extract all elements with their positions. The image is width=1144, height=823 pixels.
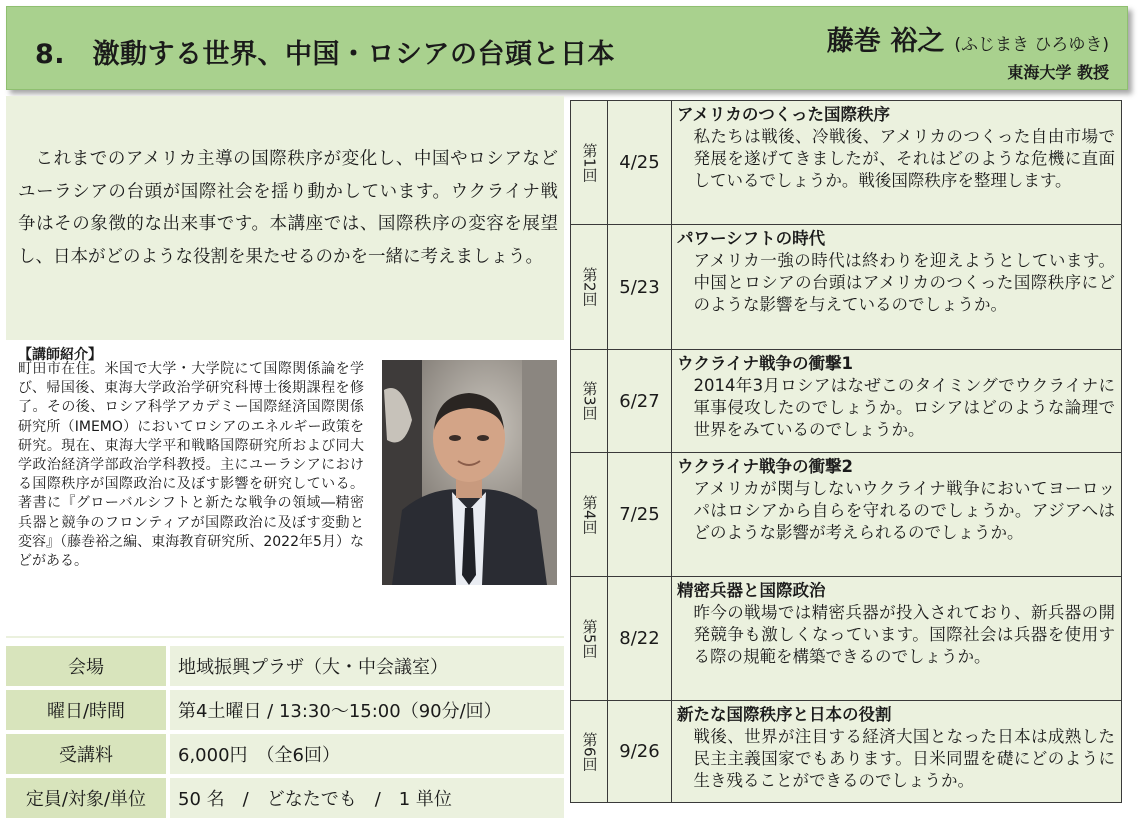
info-label: 定員/対象/単位 bbox=[6, 778, 166, 818]
info-row-fee bbox=[6, 734, 564, 774]
lesson-title: パワーシフトの時代 bbox=[677, 229, 826, 248]
profile-heading: 【講師紹介】 bbox=[18, 347, 102, 363]
info-row-venue bbox=[6, 646, 564, 686]
lesson-number: 第2回 bbox=[571, 225, 608, 349]
lecturer-reading: (ふじまき ひろゆき) bbox=[954, 35, 1109, 55]
lesson-row bbox=[571, 225, 1121, 350]
lesson-row bbox=[571, 701, 1121, 802]
lecturer-photo bbox=[382, 360, 557, 585]
lecturer-profile bbox=[6, 340, 564, 636]
lesson-description: アメリカが関与しないウクライナ戦争においてヨーロッパはロシアから自らを守れるのでしょうか。アジアへはどのような影響が考えられるのでしょうか。 bbox=[693, 479, 1115, 542]
profile-text: 町田市在住。米国で大学・大学院にて国際関係論を学び、帰国後、東海大学政治学研究科博士後期課程を修了。その後、ロシア科学アカデミー国際経済国際関係研究所（IMEMO）においてロシアのエネルギー政策を研究。現在、東海大学平和戦略国際研究所および同大学政治経済学部政治学科教授。主にユーラシアにおける国際秩序が国際政治に及ぼす影響を研究している。著書に『グローバルシフトと新たな戦争の領域―精密兵器と競争のフロンティアが国際政治に及ぼす変動と変容』（藤巻裕之編、東海教育研究所、2022年5月）などがある。 bbox=[18, 361, 364, 570]
info-label: 会場 bbox=[6, 646, 166, 686]
lesson-content bbox=[677, 228, 1115, 316]
lesson-date: 7/25 bbox=[608, 453, 672, 576]
lesson-title: ウクライナ戦争の衝撃2 bbox=[677, 457, 853, 476]
lesson-title: 精密兵器と国際政治 bbox=[677, 581, 826, 600]
lesson-date: 8/22 bbox=[608, 577, 672, 700]
lesson-number: 第4回 bbox=[571, 453, 608, 576]
course-info-table bbox=[6, 642, 564, 822]
info-value: 第4土曜日 / 13:30～15:00（90分/回） bbox=[166, 690, 564, 730]
info-row-capacity bbox=[6, 778, 564, 818]
lesson-row bbox=[571, 577, 1121, 701]
info-value: 6,000円 （全6回） bbox=[166, 734, 564, 774]
lesson-number: 第6回 bbox=[571, 701, 608, 802]
lesson-date: 4/25 bbox=[608, 101, 672, 224]
lesson-description: 戦後、世界が注目する経済大国となった日本は成熟した民主主義国家でもあります。日米同盟を礎にどのように生き残ることができるのでしょうか。 bbox=[693, 727, 1115, 790]
lecturer-affiliation: 東海大学 教授 bbox=[1007, 63, 1109, 82]
lesson-number: 第5回 bbox=[571, 577, 608, 700]
lesson-content bbox=[677, 353, 1115, 441]
lesson-number: 第1回 bbox=[571, 101, 608, 224]
lesson-date: 5/23 bbox=[608, 225, 672, 349]
lesson-row bbox=[571, 101, 1121, 225]
lesson-description: 昨今の戦場では精密兵器が投入されており、新兵器の開発競争も激しくなっています。国際社会は兵器を使用する際の規範を構築できるのでしょうか。 bbox=[693, 603, 1115, 666]
lesson-title: 新たな国際秩序と日本の役割 bbox=[677, 705, 892, 724]
lesson-date: 6/27 bbox=[608, 350, 672, 452]
lesson-row bbox=[571, 453, 1121, 577]
lesson-row bbox=[571, 350, 1121, 453]
lecturer-name: 藤巻 裕之 bbox=[826, 26, 945, 57]
lesson-content bbox=[677, 456, 1115, 544]
lesson-title: アメリカのつくった国際秩序 bbox=[677, 105, 891, 124]
info-value: 地域振興プラザ（大・中会議室） bbox=[166, 646, 564, 686]
lesson-description: 2014年3月ロシアはなぜこのタイミングでウクライナに軍事侵攻したのでしょうか。ロシアはどのような論理で世界をみているのでしょうか。 bbox=[693, 376, 1115, 439]
info-label: 受講料 bbox=[6, 734, 166, 774]
info-value: 50 名 / どなたでも / 1 単位 bbox=[166, 778, 564, 818]
course-header bbox=[6, 6, 1128, 90]
lesson-content bbox=[677, 704, 1115, 792]
lesson-date: 9/26 bbox=[608, 701, 672, 802]
course-title: 8. 激動する世界、中国・ロシアの台頭と日本 bbox=[35, 39, 616, 70]
lesson-number: 第3回 bbox=[571, 350, 608, 452]
info-row-schedule bbox=[6, 690, 564, 730]
lesson-description: 私たちは戦後、冷戦後、アメリカのつくった自由市場で発展を遂げてきましたが、それはどのような危機に直面しているでしょうか。戦後国際秩序を整理します。 bbox=[693, 127, 1115, 190]
lecturer-name-line bbox=[827, 19, 1109, 58]
lesson-content bbox=[677, 104, 1115, 192]
course-description: これまでのアメリカ主導の国際秩序が変化し、中国やロシアなどユーラシアの台頭が国際社会を揺り動かしています。ウクライナ戦争はその象徴的な出来事です。本講座では、国際秩序の変容を展望し、日本がどのような役割を果たせるのかを一緒に考えましょう。 bbox=[18, 149, 558, 267]
info-label: 曜日/時間 bbox=[6, 690, 166, 730]
lesson-title: ウクライナ戦争の衝撃1 bbox=[677, 354, 853, 373]
lesson-description: アメリカ一強の時代は終わりを迎えようとしています。中国とロシアの台頭はアメリカのつくった国際秩序にどのような影響を与えているのでしょうか。 bbox=[693, 251, 1115, 314]
lesson-content bbox=[677, 580, 1115, 668]
lesson-schedule bbox=[570, 100, 1122, 803]
